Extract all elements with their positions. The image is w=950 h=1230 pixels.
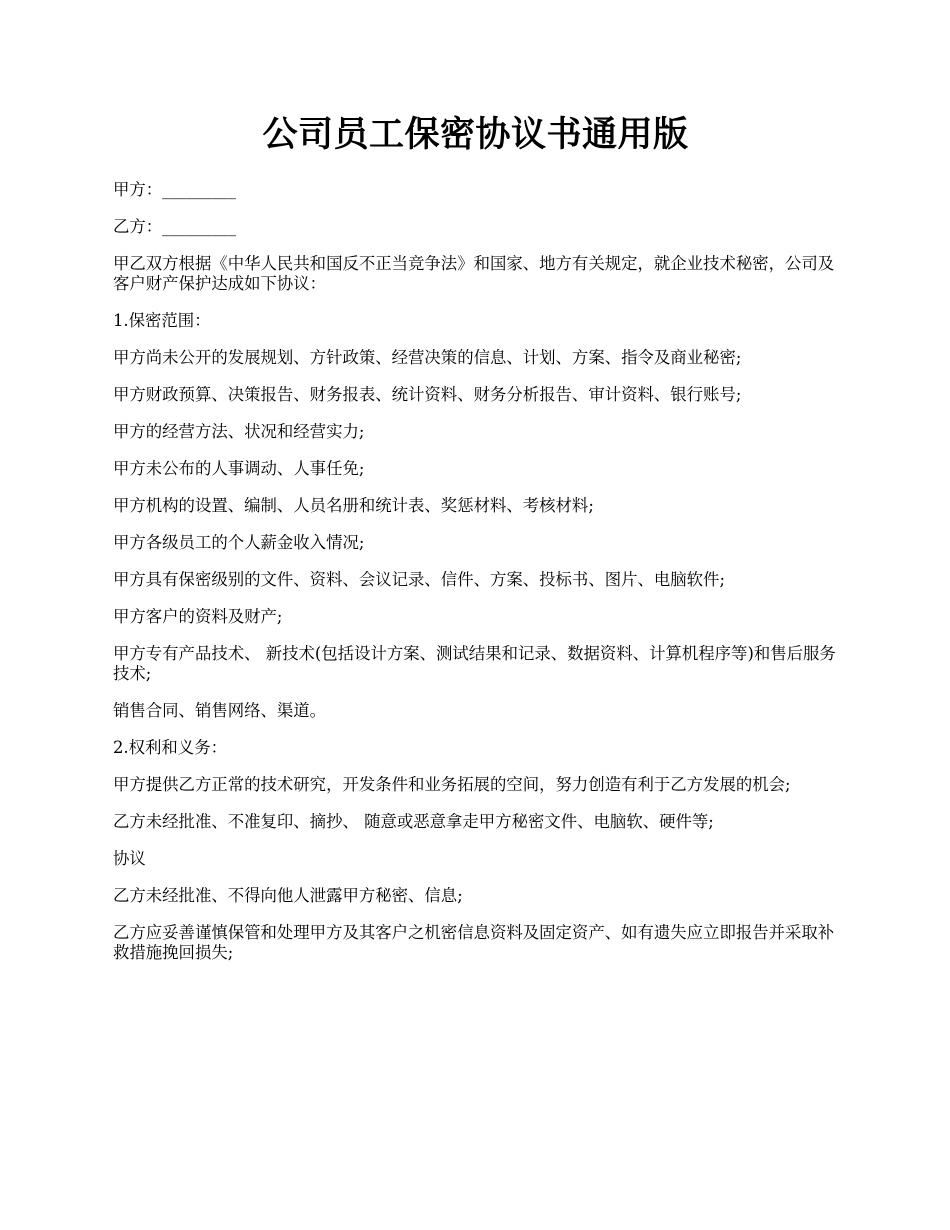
rights-item: 乙方未经批准、不准复印、摘抄、 随意或恶意拿走甲方秘密文件、电脑软、硬件等; bbox=[113, 812, 714, 831]
scope-item: 甲方财政预算、决策报告、财务报表、统计资料、财务分析报告、审计资料、银行账号; bbox=[113, 385, 742, 404]
scope-item: 甲方各级员工的个人薪金收入情况; bbox=[113, 533, 365, 552]
section-heading-scope: 1.保密范围： bbox=[113, 311, 211, 330]
party-a-line: 甲方：_________ bbox=[113, 180, 236, 199]
scope-item: 甲方专有产品技术、 新技术(包括设计方案、测试结果和记录、数据资料、计算机程序等)和售后服务技术; bbox=[113, 644, 836, 683]
scope-item: 甲方客户的资料及财产; bbox=[113, 607, 283, 626]
rights-item: 乙方应妥善谨慎保管和处理甲方及其客户之机密信息资料及固定资产、如有遗失应立即报告并采取补救措施挽回损失; bbox=[113, 923, 835, 962]
scope-item: 甲方具有保密级别的文件、资料、会议记录、信件、方案、投标书、图片、电脑软件; bbox=[113, 570, 725, 589]
document-title: 公司员工保密协议书通用版 bbox=[262, 114, 689, 155]
party-b-line: 乙方：_________ bbox=[113, 217, 236, 236]
scope-item: 甲方尚未公开的发展规划、方针政策、经营决策的信息、计划、方案、指令及商业秘密; bbox=[113, 348, 742, 367]
section-heading-rights: 2.权利和义务： bbox=[113, 738, 227, 757]
rights-item: 甲方提供乙方正常的技术研究，开发条件和业务拓展的空间，努力创造有利于乙方发展的机会; bbox=[113, 775, 791, 794]
scope-item: 销售合同、销售网络、渠道。 bbox=[113, 701, 327, 720]
intro-paragraph: 甲乙双方根据《中华人民共和国反不正当竞争法》和国家、地方有关规定，就企业技术秘密，公司及客户财产保护达成如下协议： bbox=[113, 254, 835, 293]
document-body bbox=[113, 180, 838, 963]
scope-item: 甲方的经营方法、状况和经营实力; bbox=[113, 422, 365, 441]
rights-item: 乙方未经批准、不得向他人泄露甲方秘密、信息; bbox=[113, 886, 463, 905]
agreement-label: 协议 bbox=[113, 849, 146, 868]
scope-item: 甲方机构的设置、编制、人员名册和统计表、奖惩材料、考核材料; bbox=[113, 496, 594, 515]
scope-item: 甲方未公布的人事调动、人事任免; bbox=[113, 459, 365, 478]
